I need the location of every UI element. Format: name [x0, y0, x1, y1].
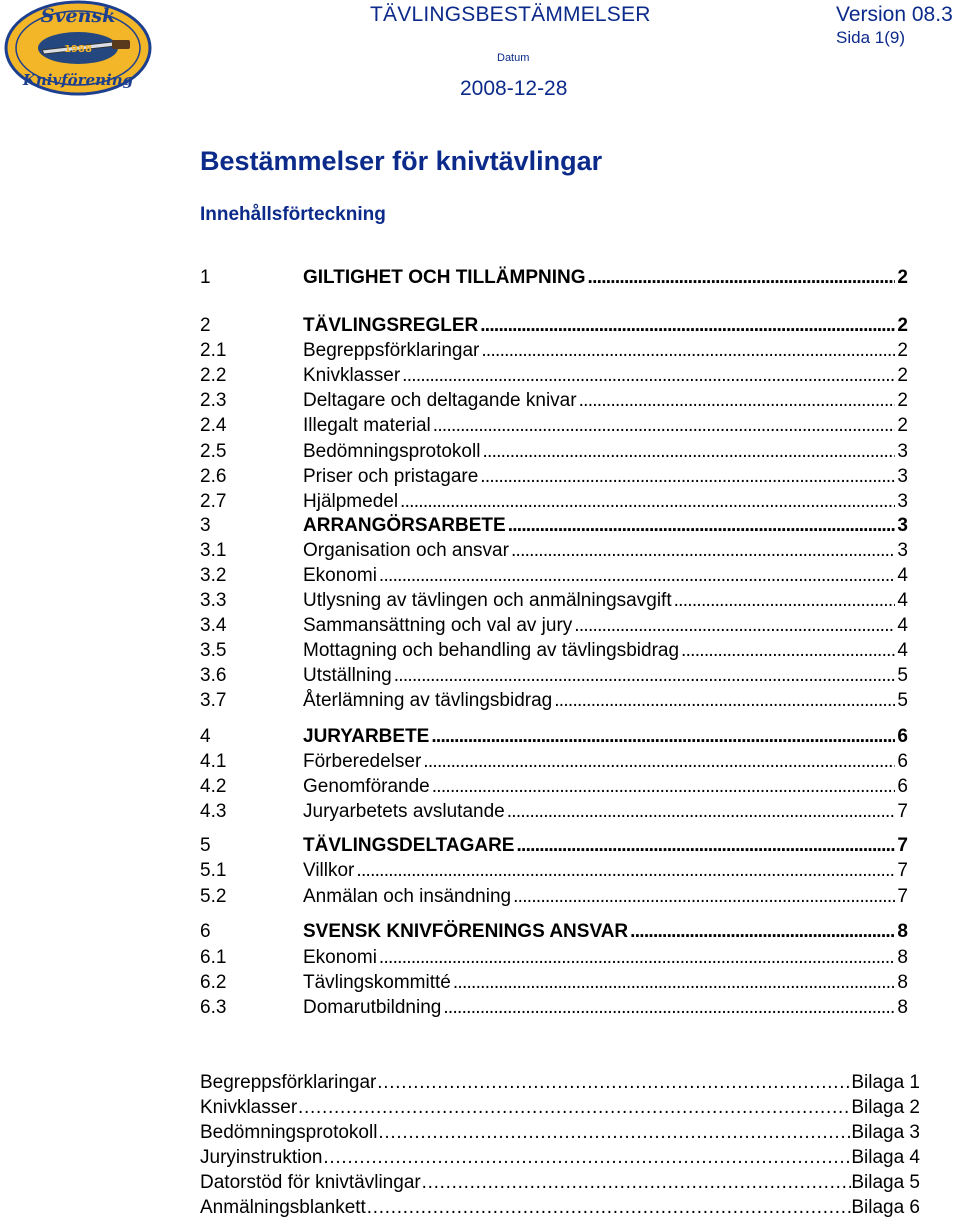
appendix-label: Begreppsförklaringar: [200, 1072, 377, 1093]
toc-entry-line: [303, 749, 908, 774]
toc-entry[interactable]: [200, 413, 908, 438]
toc-entry-number: 3.2: [200, 565, 227, 586]
toc-dot-leader: [400, 489, 895, 514]
toc-entry-number: 5: [200, 835, 211, 856]
document-title: Bestämmelser för knivtävlingar: [200, 146, 603, 176]
toc-entry-title: Utställning: [303, 665, 392, 686]
toc-entry-page: 7: [897, 886, 908, 907]
toc-entry-number: 6.3: [200, 997, 227, 1018]
toc-entry-page: 8: [897, 997, 908, 1018]
toc-dot-leader: [453, 970, 896, 995]
toc-entry-number: 3.1: [200, 540, 227, 561]
toc-entry-title: GILTIGHET OCH TILLÄMPNING: [303, 267, 586, 288]
toc-entry-number: 2: [200, 315, 211, 336]
toc-entry-line: [303, 338, 908, 363]
toc-entry[interactable]: [200, 945, 908, 970]
toc-entry-number: 3.7: [200, 690, 227, 711]
toc-dot-leader: [394, 663, 896, 688]
toc-dot-leader: [588, 265, 896, 290]
toc-entry-title: TÄVLINGSREGLER: [303, 315, 479, 336]
appendix-reference: Bilaga 5: [851, 1172, 920, 1193]
toc-entry-line: [303, 563, 908, 588]
header-date: 2008-12-28: [460, 77, 568, 100]
toc-entry-page: 7: [897, 801, 908, 822]
toc-entry-number: 6.1: [200, 947, 227, 968]
toc-entry-page: 4: [897, 640, 908, 661]
appendix-dot-leader: [297, 1095, 851, 1120]
appendix-reference: Bilaga 6: [851, 1197, 920, 1218]
toc-entry-page: 3: [897, 491, 908, 512]
toc-entry-number: 1: [200, 267, 211, 288]
toc-entry-title: Anmälan och insändning: [303, 886, 512, 907]
toc-entry[interactable]: [200, 774, 908, 799]
toc-entry-title: Knivklasser: [303, 365, 401, 386]
toc-entry[interactable]: [200, 884, 908, 909]
toc-entry-title: SVENSK KNIVFÖRENINGS ANSVAR: [303, 921, 629, 942]
toc-entry-title: Utlysning av tävlingen och anmälningsavgift: [303, 590, 672, 611]
appendix-entry[interactable]: [200, 1170, 920, 1195]
toc-entry-title: Organisation och ansvar: [303, 540, 509, 561]
toc-entry-number: 4.1: [200, 751, 227, 772]
toc-entry[interactable]: [200, 489, 908, 514]
toc-entry-title: Tävlingskommitté: [303, 972, 451, 993]
toc-entry-number: 2.7: [200, 491, 227, 512]
toc-entry-title: Bedömningsprotokoll: [303, 441, 481, 462]
appendix-reference: Bilaga 2: [851, 1097, 920, 1118]
toc-entry-title: Illegalt material: [303, 415, 431, 436]
toc-entry-line: [303, 613, 908, 638]
toc-entry-title: Hjälpmedel: [303, 491, 399, 512]
toc-entry[interactable]: [200, 638, 908, 663]
toc-entry-page: 4: [897, 565, 908, 586]
appendix-dot-leader: [421, 1170, 852, 1195]
appendix-entry[interactable]: [200, 1195, 920, 1220]
toc-entry-title: Deltagare och deltagande knivar: [303, 390, 577, 411]
toc-entry[interactable]: [200, 439, 908, 464]
appendix-entry[interactable]: [200, 1070, 920, 1095]
appendix-reference: Bilaga 3: [851, 1122, 920, 1143]
toc-entry-number: 3.6: [200, 665, 227, 686]
toc-dot-leader: [579, 388, 896, 413]
toc-entry-number: 6: [200, 921, 211, 942]
toc-dot-leader: [574, 613, 895, 638]
toc-entry-page: 6: [897, 751, 908, 772]
toc-entry-page: 8: [897, 972, 908, 993]
toc-entry-title: Begreppsförklaringar: [303, 340, 480, 361]
appendix-reference: Bilaga 4: [851, 1147, 920, 1168]
toc-entry-number: 2.5: [200, 441, 227, 462]
svg-text:Svensk: Svensk: [40, 5, 116, 27]
toc-entry-number: 5.2: [200, 886, 227, 907]
toc-entry-number: 4: [200, 726, 211, 747]
toc-dot-leader: [507, 799, 896, 824]
toc-entry[interactable]: [200, 388, 908, 413]
toc-entry-line: [303, 663, 908, 688]
toc-entry-title: Juryarbetets avslutande: [303, 801, 505, 822]
toc-entry-number: 3.5: [200, 640, 227, 661]
toc-entry[interactable]: [200, 688, 908, 713]
toc-entry-line: [303, 513, 908, 538]
appendix-label: Anmälningsblankett: [200, 1197, 366, 1218]
toc-dot-leader: [402, 363, 895, 388]
toc-entry-number: 2.4: [200, 415, 227, 436]
toc-entry-page: 2: [897, 390, 908, 411]
toc-entry-title: JURYARBETE: [303, 726, 430, 747]
toc-entry-line: [303, 313, 908, 338]
toc-entry-number: 4.3: [200, 801, 227, 822]
toc-entry-line: [303, 724, 908, 749]
toc-entry-title: Sammansättning och val av jury: [303, 615, 573, 636]
appendix-reference: Bilaga 1: [851, 1072, 920, 1093]
toc-entry-page: 5: [897, 665, 908, 686]
toc-entry-page: 4: [897, 590, 908, 611]
toc-dot-leader: [433, 413, 896, 438]
toc-entry-line: [303, 439, 908, 464]
toc-dot-leader: [516, 833, 895, 858]
toc-dot-leader: [432, 774, 896, 799]
toc-entry[interactable]: [200, 858, 908, 883]
toc-entry-line: [303, 638, 908, 663]
appendix-dot-leader: [366, 1195, 852, 1220]
toc-entry-line: [303, 884, 908, 909]
toc-entry-page: 2: [897, 415, 908, 436]
toc-dot-leader: [508, 513, 896, 538]
toc-entry-title: Ekonomi: [303, 565, 377, 586]
toc-entry[interactable]: [200, 313, 908, 338]
toc-dot-leader: [554, 688, 895, 713]
toc-entry-title: TÄVLINGSDELTAGARE: [303, 835, 515, 856]
toc-dot-leader: [356, 858, 895, 883]
toc-dot-leader: [480, 313, 895, 338]
toc-entry-line: [303, 919, 908, 944]
toc-entry[interactable]: [200, 265, 908, 290]
toc-entry[interactable]: [200, 464, 908, 489]
appendix-entry[interactable]: [200, 1120, 920, 1145]
toc-entry-number: 5.1: [200, 860, 227, 881]
toc-entry-page: 2: [897, 267, 908, 288]
header-version: Version 08.3: [836, 3, 953, 26]
toc-entry-number: 2.6: [200, 466, 227, 487]
toc-entry-page: 2: [897, 315, 908, 336]
association-logo: [4, 0, 152, 96]
toc-entry-page: 3: [897, 515, 908, 536]
toc-entry-page: 3: [897, 466, 908, 487]
appendix-dot-leader: [377, 1120, 851, 1145]
toc-entry-line: [303, 995, 908, 1020]
toc-entry-page: 8: [897, 921, 908, 942]
toc-entry-page: 7: [897, 860, 908, 881]
toc-dot-leader: [379, 563, 896, 588]
toc-entry-number: 3.4: [200, 615, 227, 636]
appendix-label: Datorstöd för knivtävlingar: [200, 1172, 421, 1193]
toc-entry-page: 7: [897, 835, 908, 856]
toc-dot-leader: [511, 538, 895, 563]
toc-dot-leader: [481, 338, 895, 363]
toc-entry[interactable]: [200, 663, 908, 688]
toc-entry-line: [303, 774, 908, 799]
toc-entry[interactable]: [200, 833, 908, 858]
toc-entry-title: Ekonomi: [303, 947, 377, 968]
toc-dot-leader: [482, 439, 895, 464]
toc-entry-line: [303, 388, 908, 413]
toc-entry-number: 3: [200, 515, 211, 536]
toc-entry-number: 4.2: [200, 776, 227, 797]
toc-entry-line: [303, 588, 908, 613]
toc-entry[interactable]: [200, 588, 908, 613]
toc-entry-line: [303, 970, 908, 995]
toc-entry-page: 4: [897, 615, 908, 636]
appendix-dot-leader: [323, 1145, 852, 1170]
toc-entry[interactable]: [200, 338, 908, 363]
toc-dot-leader: [443, 995, 895, 1020]
toc-entry-page: 2: [897, 340, 908, 361]
toc-entry-line: [303, 688, 908, 713]
toc-entry-number: 3.3: [200, 590, 227, 611]
appendix-entry[interactable]: [200, 1145, 920, 1170]
toc-entry[interactable]: [200, 919, 908, 944]
appendix-label: Knivklasser: [200, 1097, 298, 1118]
toc-entry-page: 5: [897, 690, 908, 711]
toc-entry-line: [303, 265, 908, 290]
toc-entry-line: [303, 489, 908, 514]
svg-text:1988: 1988: [64, 44, 92, 55]
toc-entry[interactable]: [200, 563, 908, 588]
appendix-label: Juryinstruktion: [200, 1147, 323, 1168]
toc-entry-number: 2.2: [200, 365, 227, 386]
toc-entry[interactable]: [200, 749, 908, 774]
toc-entry-title: Förberedelser: [303, 751, 422, 772]
header-page-number: Sida 1(9): [836, 28, 905, 47]
appendix-entry[interactable]: [200, 1095, 920, 1120]
toc-dot-leader: [674, 588, 896, 613]
toc-entry[interactable]: [200, 363, 908, 388]
toc-entry-title: Priser och pristagare: [303, 466, 479, 487]
toc-entry[interactable]: [200, 970, 908, 995]
toc-dot-leader: [431, 724, 895, 749]
toc-entry-number: 2.3: [200, 390, 227, 411]
toc-entry[interactable]: [200, 724, 908, 749]
toc-entry-title: Återlämning av tävlingsbidrag: [303, 690, 553, 711]
toc-entry-page: 3: [897, 540, 908, 561]
toc-dot-leader: [630, 919, 895, 944]
toc-dot-leader: [423, 749, 895, 774]
toc-entry-page: 6: [897, 776, 908, 797]
appendix-label: Bedömningsprotokoll: [200, 1122, 378, 1143]
toc-entry-number: 6.2: [200, 972, 227, 993]
toc-dot-leader: [513, 884, 895, 909]
toc-entry-title: Genomförande: [303, 776, 430, 797]
toc-entry-line: [303, 413, 908, 438]
toc-entry-line: [303, 858, 908, 883]
toc-entry-title: Mottagning och behandling av tävlingsbidrag: [303, 640, 680, 661]
appendix-dot-leader: [376, 1070, 851, 1095]
toc-entry-page: 8: [897, 947, 908, 968]
toc-entry-page: 2: [897, 365, 908, 386]
toc-entry[interactable]: [200, 513, 908, 538]
toc-entry[interactable]: [200, 538, 908, 563]
toc-entry-line: [303, 833, 908, 858]
toc-entry-line: [303, 945, 908, 970]
toc-entry-title: Villkor: [303, 860, 355, 881]
header-date-label: Datum: [497, 52, 530, 64]
toc-entry[interactable]: [200, 995, 908, 1020]
toc-entry-line: [303, 538, 908, 563]
toc-dot-leader: [681, 638, 895, 663]
toc-entry-page: 3: [897, 441, 908, 462]
toc-entry-line: [303, 363, 908, 388]
toc-entry[interactable]: [200, 613, 908, 638]
toc-entry-page: 6: [897, 726, 908, 747]
toc-entry-title: Domarutbildning: [303, 997, 442, 1018]
toc-entry[interactable]: [200, 799, 908, 824]
svg-text:Knivförening: Knivförening: [22, 71, 134, 89]
toc-entry-line: [303, 799, 908, 824]
toc-entry-title: ARRANGÖRSARBETE: [303, 515, 506, 536]
header-title: TÄVLINGSBESTÄMMELSER: [370, 3, 651, 26]
toc-entry-line: [303, 464, 908, 489]
toc-heading: Innehållsförteckning: [200, 204, 386, 225]
toc-entry-number: 2.1: [200, 340, 227, 361]
toc-dot-leader: [480, 464, 895, 489]
toc-dot-leader: [379, 945, 896, 970]
